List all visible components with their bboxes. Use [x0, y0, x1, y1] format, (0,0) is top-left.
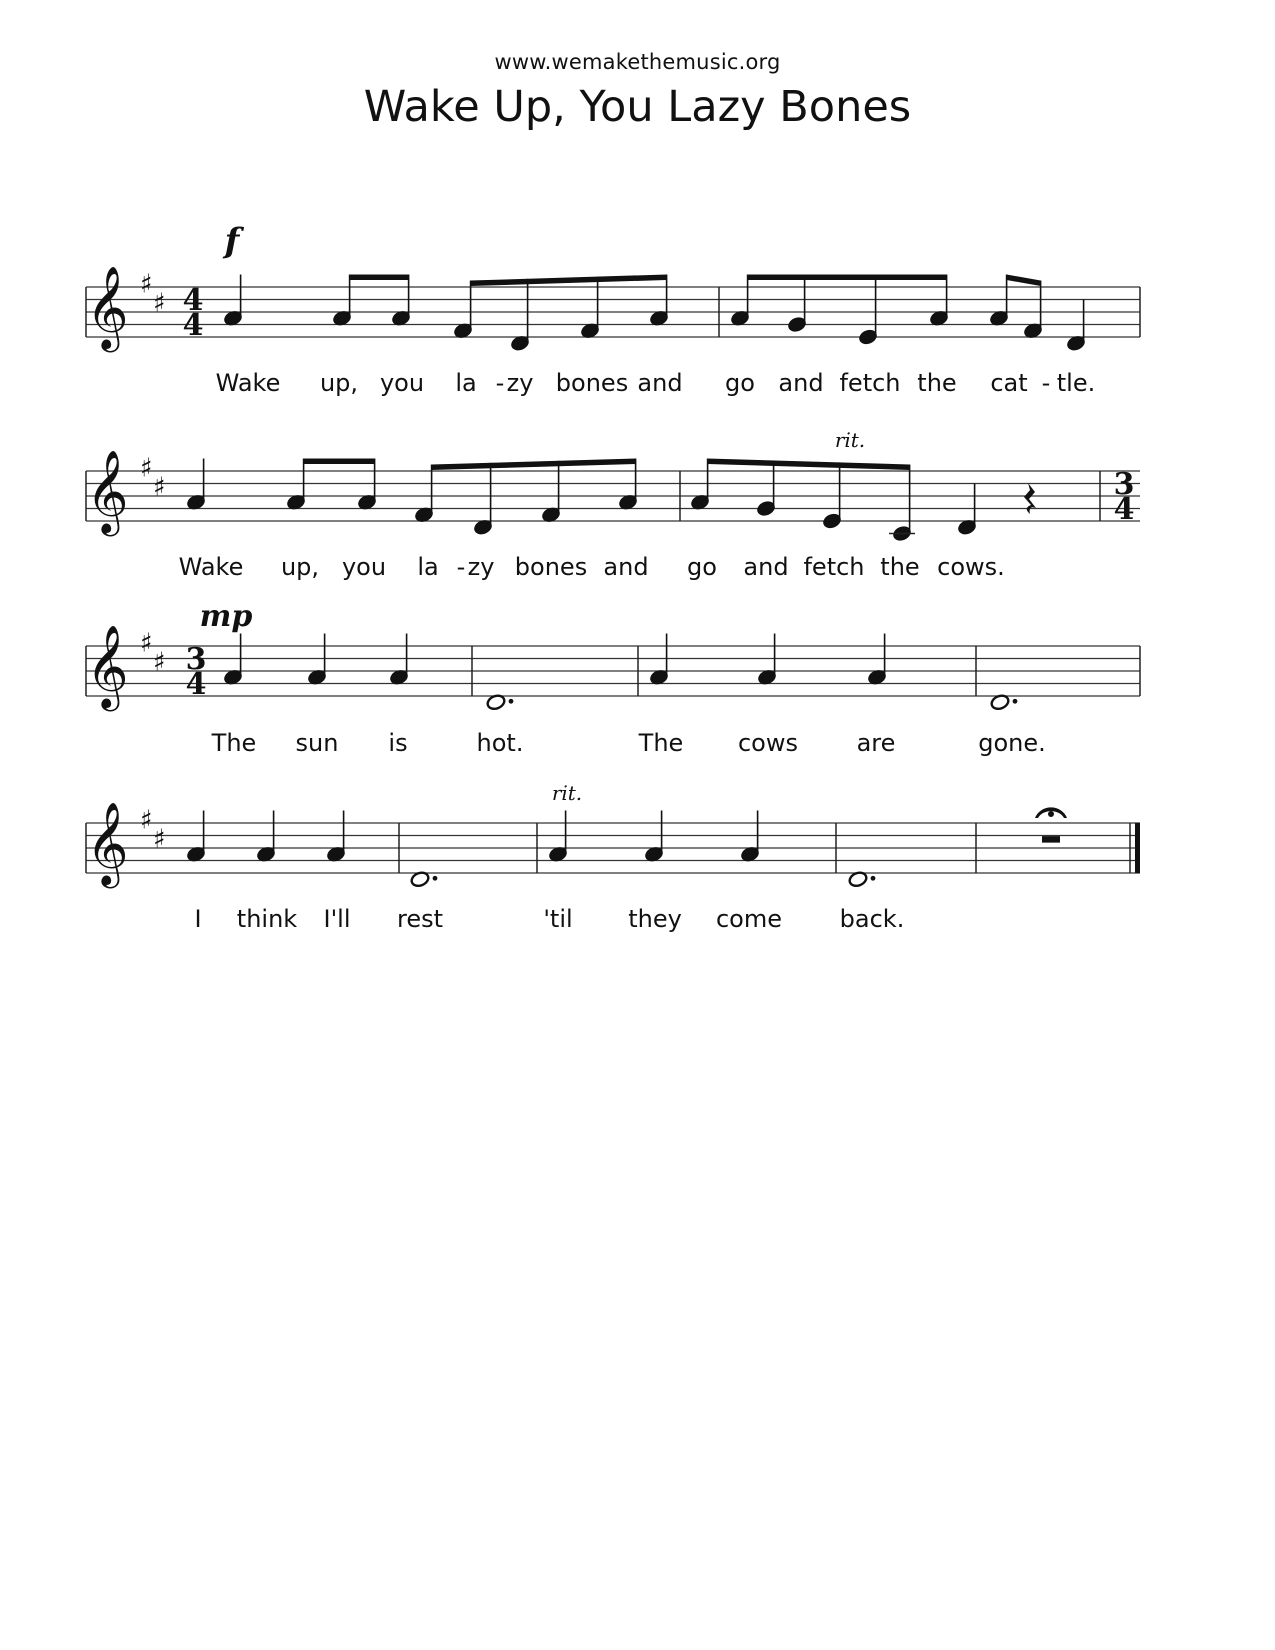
lyric-syllable: and — [637, 369, 683, 397]
lyric-syllable: la — [417, 553, 439, 581]
time-signature-denominator: 4 — [1113, 492, 1135, 528]
lyric-syllable: The — [211, 729, 257, 757]
sharp-f: ♯ — [140, 453, 153, 484]
lyric-syllable: - — [495, 369, 505, 397]
beam — [304, 459, 375, 465]
lyric-syllable: up, — [280, 553, 320, 581]
lyric-syllable: rest — [396, 905, 444, 933]
beam — [708, 459, 910, 471]
treble-clef: 𝄞 — [86, 448, 129, 533]
lyric-syllable: and — [778, 369, 824, 397]
lyric-syllable: you — [379, 369, 425, 397]
lyric-syllable: you — [341, 553, 387, 581]
lyric-syllable: bones — [555, 369, 629, 397]
lyric-syllable: go — [725, 369, 755, 397]
lyric-syllable: tle. — [1056, 369, 1096, 397]
lyric-syllable: they — [628, 905, 682, 933]
treble-clef: 𝄞 — [86, 800, 129, 885]
lyric-syllable: go — [687, 553, 717, 581]
beam — [471, 275, 667, 287]
lyric-syllable: zy — [467, 553, 495, 581]
augmentation-dot — [871, 876, 876, 881]
time-signature-denominator: 4 — [185, 667, 207, 703]
lyric-syllable: - — [456, 553, 466, 581]
quarter-rest — [1024, 483, 1036, 514]
beam — [748, 275, 947, 281]
lyric-syllable: cows — [737, 729, 799, 757]
tempo-marking: rit. — [834, 428, 866, 452]
sharp-f: ♯ — [140, 805, 153, 836]
lyric-syllable: I — [194, 905, 202, 933]
treble-clef: 𝄞 — [86, 623, 129, 708]
lyric-syllable: think — [236, 905, 298, 933]
time-signature-numerator: 4 — [182, 283, 204, 319]
sharp-c: ♯ — [153, 647, 166, 678]
lyric-syllable: fetch — [803, 553, 865, 581]
augmentation-dot — [433, 876, 438, 881]
sharp-c: ♯ — [153, 824, 166, 855]
lyric-syllable: the — [917, 369, 957, 397]
sharp-c: ♯ — [153, 288, 166, 319]
time-signature-numerator: 3 — [185, 642, 207, 678]
time-signature-denominator: 4 — [182, 308, 204, 344]
lyric-syllable: 'til — [543, 905, 573, 933]
augmentation-dot — [509, 699, 514, 704]
lyric-syllable: gone. — [978, 729, 1046, 757]
final-barline-thick — [1135, 823, 1140, 873]
beam — [1007, 275, 1041, 287]
song-title: Wake Up, You Lazy Bones — [363, 82, 912, 132]
fermata-dot — [1048, 811, 1054, 817]
time-signature-numerator: 3 — [1113, 467, 1135, 503]
lyric-syllable: fetch — [839, 369, 901, 397]
lyric-syllable: sun — [295, 729, 339, 757]
lyric-syllable: cows. — [937, 553, 1005, 581]
treble-clef: 𝄞 — [86, 264, 129, 349]
lyric-syllable: up, — [319, 369, 359, 397]
lyric-syllable: cat — [990, 369, 1028, 397]
lyric-syllable: and — [743, 553, 789, 581]
dynamic-marking: mp — [199, 599, 253, 634]
augmentation-dot — [1013, 699, 1018, 704]
lyric-syllable: Wake — [178, 553, 244, 581]
lyric-syllable: is — [388, 729, 408, 757]
lyric-syllable: the — [880, 553, 920, 581]
sharp-c: ♯ — [153, 472, 166, 503]
lyric-syllable: and — [603, 553, 649, 581]
lyric-syllable: zy — [506, 369, 534, 397]
lyric-syllable: bones — [514, 553, 588, 581]
lyric-syllable: The — [638, 729, 684, 757]
lyric-syllable: I'll — [323, 905, 351, 933]
lyric-syllable: back. — [839, 905, 905, 933]
lyric-syllable: Wake — [215, 369, 281, 397]
lyric-syllable: come — [715, 905, 783, 933]
sharp-f: ♯ — [140, 269, 153, 300]
beam — [350, 275, 409, 281]
lyric-syllable: - — [1041, 369, 1051, 397]
whole-rest — [1042, 836, 1060, 843]
lyric-syllable: are — [856, 729, 896, 757]
beam — [432, 459, 636, 471]
lyric-syllable: la — [455, 369, 477, 397]
sharp-f: ♯ — [140, 628, 153, 659]
lyric-syllable: hot. — [476, 729, 524, 757]
tempo-marking: rit. — [551, 781, 583, 805]
website-url: www.wemakethemusic.org — [494, 50, 781, 74]
dynamic-marking: f — [224, 221, 240, 261]
